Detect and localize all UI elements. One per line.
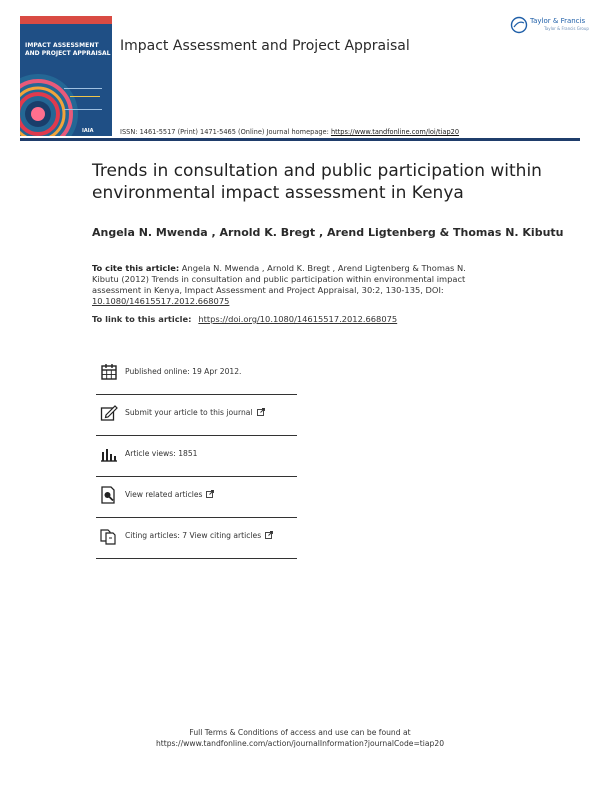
submit-article-label: Submit your article to this journal (125, 408, 253, 417)
bar-chart-icon (100, 445, 118, 463)
issn-line (120, 128, 459, 136)
info-item-submit[interactable] (96, 396, 297, 436)
info-item-views (96, 437, 297, 477)
cover-logo: IAIA (82, 128, 94, 134)
citation-block (92, 263, 492, 307)
edit-icon (100, 404, 118, 422)
related-articles-label: View related articles (125, 490, 203, 499)
info-divider (96, 476, 297, 478)
info-divider (96, 394, 297, 396)
external-link-icon (257, 408, 265, 416)
info-divider (96, 517, 297, 519)
citing-articles-label: Citing articles: 7 View citing articles (125, 531, 262, 540)
info-item-citing[interactable] (96, 519, 297, 559)
journal-cover-image[interactable] (20, 16, 112, 136)
cover-art-icon (20, 16, 112, 136)
article-link-line (92, 314, 397, 324)
citing-articles-icon (100, 527, 118, 545)
info-item-related[interactable] (96, 478, 297, 518)
search-document-icon (100, 486, 118, 504)
citation-text: Angela N. Mwenda , Arnold K. Bregt , Arend Ligtenberg & Thomas N. Kibutu (2012) Trends in consultation and public participation within environmental impact assessment in Kenya, Impact Assessment and Project Appraisal, 30:2, 130-135, DOI: (92, 263, 466, 295)
article-title: Trends in consultation and public participation within environmental impact assessment in Kenya (92, 161, 542, 203)
header-divider (20, 138, 580, 141)
published-date-text: Published online: 19 Apr 2012. (125, 367, 242, 376)
journal-title[interactable]: Impact Assessment and Project Appraisal (120, 38, 410, 54)
publisher-subtitle: Taylor & Francis Group (544, 26, 589, 31)
info-divider (96, 435, 297, 437)
article-views-text: Article views: 1851 (125, 449, 198, 458)
external-link-icon (206, 490, 214, 498)
citing-articles-link[interactable] (125, 531, 273, 540)
related-articles-link[interactable] (125, 490, 214, 499)
citation-doi-link[interactable]: 10.1080/14615517.2012.668075 (92, 296, 230, 306)
taylor-francis-logo-icon[interactable] (510, 16, 530, 34)
journal-homepage-link[interactable]: https://www.tandfonline.com/loi/tiap20 (330, 128, 460, 136)
external-link-icon (265, 531, 273, 539)
cover-decor-line (70, 96, 100, 97)
footer-line1: Full Terms & Conditions of access and use can be found at (189, 728, 411, 737)
info-item-published (96, 355, 297, 395)
cover-decor (64, 88, 102, 110)
cover-title-line1: IMPACT ASSESSMENT (25, 42, 99, 49)
citation-label: To cite this article: (92, 263, 180, 273)
calendar-icon (100, 363, 118, 381)
info-divider (96, 558, 297, 560)
issn-text: ISSN: 1461-5517 (Print) 1471-5465 (Online) Journal homepage: (120, 128, 331, 136)
publisher-name: Taylor & Francis (530, 17, 586, 25)
author-list[interactable]: Angela N. Mwenda , Arnold K. Bregt , Arend Ligtenberg & Thomas N. Kibutu (92, 226, 564, 239)
footer-terms (0, 727, 600, 749)
submit-article-link[interactable] (125, 408, 265, 417)
article-link-label: To link to this article: (92, 314, 195, 324)
cover-title-line2: AND PROJECT APPRAISAL (25, 50, 111, 57)
footer-terms-link[interactable]: https://www.tandfonline.com/action/journalInformation?journalCode=tiap20 (155, 739, 445, 748)
article-doi-link[interactable]: https://doi.org/10.1080/14615517.2012.668075 (198, 314, 398, 324)
